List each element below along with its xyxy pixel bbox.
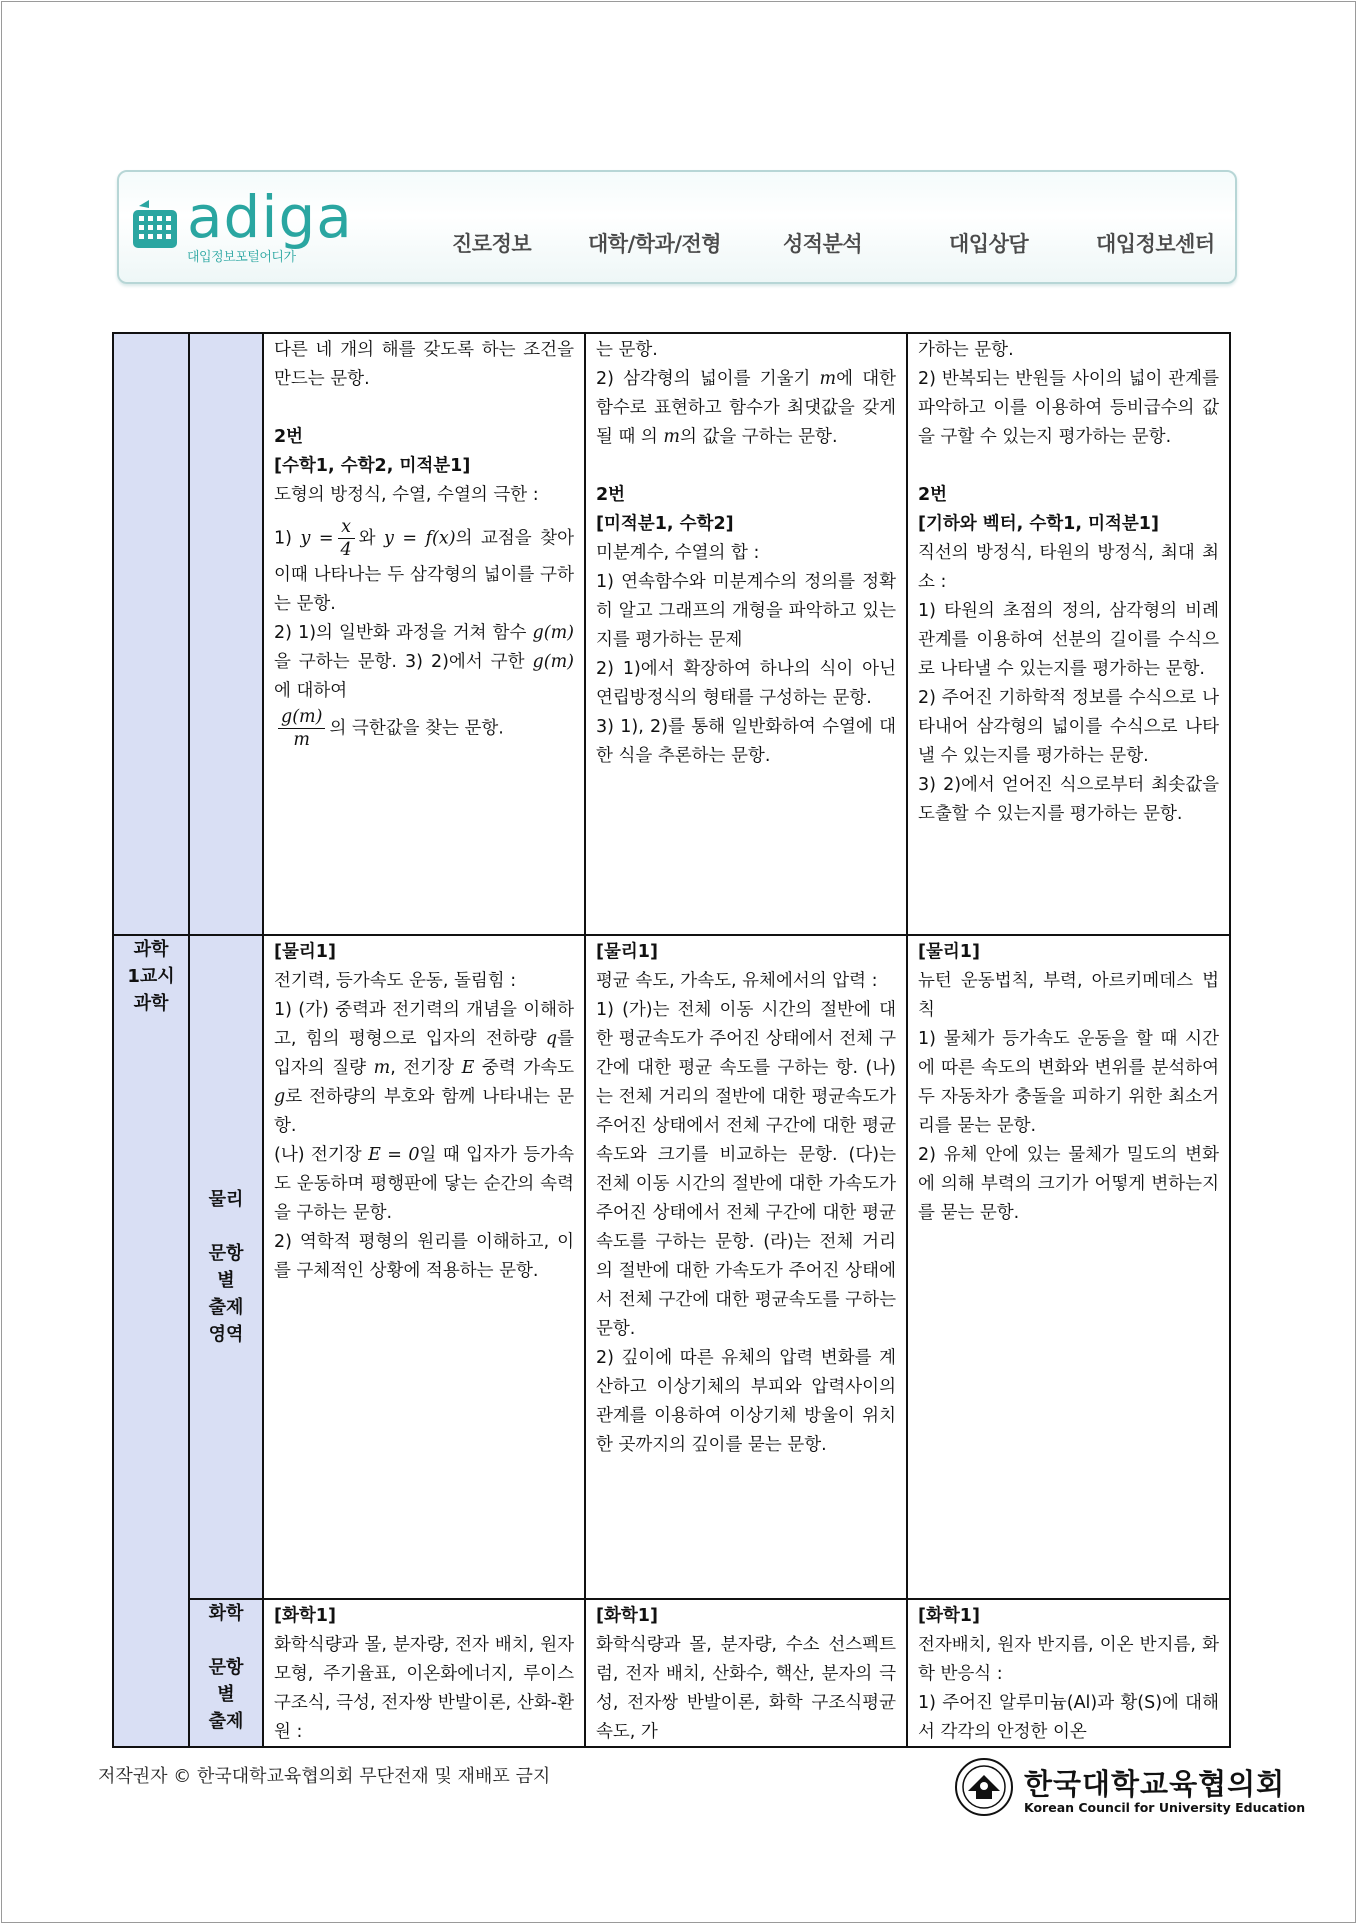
- nav-grade-analysis[interactable]: 성적분석: [783, 232, 863, 256]
- subject-tag: [물리1]: [918, 942, 980, 962]
- building-icon: [131, 198, 179, 252]
- organization-name: 한국대학교육협의회: [1024, 1767, 1286, 1801]
- question-number: 2번: [274, 427, 304, 447]
- physics-label: 물리 문항 별 출제 영역: [208, 1189, 244, 1345]
- subject-list: [미적분1, 수학2]: [596, 514, 734, 534]
- chemistry-label-cell: [189, 1599, 263, 1747]
- item-2-cont: $\frac{g(m)}{m}$ 의 극한값을 찾는 문항.: [274, 706, 574, 751]
- nav-university-admissions[interactable]: 대학/학과/전형: [588, 232, 722, 256]
- math-col3-cell: [907, 333, 1230, 935]
- topic-text: 직선의 방정식, 타원의 방정식, 최대 최소 :: [918, 543, 1219, 592]
- chemistry-col3-cell: [907, 1599, 1230, 1747]
- item-1: 1) (가) 중력과 전기력의 개념을 이해하고, 힘의 평형으로 입자의 전하량 q를 입자의 질량 m, 전기장 E 중력 가속도 g로 전하량의 부호와 함께 나타내는 문항.: [274, 1000, 575, 1136]
- item-1-b: (나) 전기장 E = 0일 때 입자가 등가속도 운동하며 평행판에 닿는 순간의 속력을 구하는 문항.: [274, 1145, 574, 1223]
- question-number: 2번: [918, 485, 948, 505]
- math-col1-cell: [263, 333, 585, 935]
- physics-col1-cell: [263, 935, 585, 1599]
- topic-text: 뉴턴 운동법칙, 부력, 아르키메데스 법칙: [918, 971, 1219, 1020]
- question-number: 2번: [596, 485, 626, 505]
- subcategory-cell: [189, 333, 263, 935]
- item-1: 1) 연속함수와 미분계수의 정의를 정확히 알고 그래프의 개형을 파악하고 있는지를 평가하는 문제: [596, 572, 896, 650]
- chemistry-col2-cell: [585, 1599, 907, 1747]
- nav-admission-center[interactable]: 대입정보센터: [1096, 232, 1215, 256]
- topic-text: 화학식량과 몰, 분자량, 전자 배치, 원자모형, 주기율표, 이온화에너지, 루이스구조식, 극성, 전자쌍 반발이론, 산화-환원 :: [274, 1635, 574, 1742]
- physics-col3-cell: [907, 935, 1230, 1599]
- item-1: 1) 타원의 초점의 정의, 삼각형의 비례관계를 이용하여 선분의 길이를 수식으로 나타낼 수 있는지를 평가하는 문항.: [918, 601, 1219, 679]
- item-3: 3) 2)에서 얻어진 식으로부터 최솟값을 도출할 수 있는지를 평가하는 문항.: [918, 775, 1219, 824]
- subject-tag: [화학1]: [274, 1606, 336, 1626]
- table-row: [113, 333, 1230, 935]
- kcue-seal-icon: [954, 1757, 1014, 1817]
- physics-col2-cell: [585, 935, 907, 1599]
- science-section-label-cell: [113, 935, 189, 1747]
- item-3: 3) 1), 2)를 통해 일반화하여 수열에 대한 식을 추론하는 문항.: [596, 717, 896, 766]
- adiga-logo[interactable]: [131, 183, 361, 272]
- subject-tag: [화학1]: [596, 1606, 658, 1626]
- topic-text: 평균 속도, 가속도, 유체에서의 압력 :: [596, 971, 878, 991]
- organization-english-name: Korean Council for University Education: [1024, 1800, 1306, 1815]
- physics-label-cell: [189, 935, 263, 1599]
- item-2: 2) 역학적 평형의 원리를 이해하고, 이를 구체적인 상황에 적용하는 문항.: [274, 1232, 574, 1281]
- item-2: 2) 1)의 일반화 과정을 거쳐 함수 g(m)을 구하는 문항. 3) 2)에서 구한 g(m)에 대하여: [274, 623, 574, 701]
- science-section-label: 과학 1교시 과학: [127, 939, 175, 1014]
- item-1: 1) y = $\frac{x}{4}$ 와 y = f(x)의 교점을 찾아 이때 나타나는 두 삼각형의 넓이를 구하는 문항.: [274, 517, 574, 614]
- cell-text: 가하는 문항.: [918, 340, 1014, 360]
- logo-wordmark: adiga: [187, 183, 353, 251]
- item-2: 2) 주어진 기하학적 정보를 수식으로 나타내어 삼각형의 넓이를 수식으로 나타낼 수 있는지를 평가하는 문항.: [918, 688, 1219, 766]
- subject-tag: [화학1]: [918, 1606, 980, 1626]
- cell-text: 다른 네 개의 해를 갖도록 하는 조건을 만드는 문항.: [274, 340, 574, 389]
- item-2: 2) 깊이에 따른 유체의 압력 변화를 계산하고 이상기체의 부피와 압력사이의 관계를 이용하여 이상기체 방울이 위치한 곳까지의 깊이를 묻는 문항.: [596, 1348, 896, 1455]
- subject-tag: [물리1]: [596, 942, 658, 962]
- item-1: 1) (가)는 전체 이동 시간의 절반에 대한 평균속도가 주어진 상태에서 전체 구간에 대한 평균 속도를 구하는 항. (나)는 전체 거리의 절반에 대한 평균속도가 주어진 상태에서 전체 구간에 대한 평균속도와 크기를 비교하는 문항. (다)는 전체 이동 시간의 절반에 대한 가속도가 주어진 상태에서 전체 구간에 대한 평균 속도를 구하는 문항. (라)는 전체 거리의 절반에 대한 가속도가 주어진 상태에서 전체 구간에 대한 평균속도를 구하는 문항.: [596, 1000, 896, 1339]
- topic-text: 전기력, 등가속도 운동, 돌림힘 :: [274, 971, 517, 991]
- topic-text: 화학식량과 몰, 분자량, 수소 선스펙트럼, 전자 배치, 산화수, 핵산, 분자의 극 성, 전자쌍 반발이론, 화학 구조식평균 속도, 가: [596, 1635, 896, 1742]
- math-col2-cell: [585, 333, 907, 935]
- exam-content-table: [112, 332, 1231, 1748]
- cell-text: 는 문항.: [596, 340, 658, 360]
- copyright-notice: 저작권자 © 한국대학교육협의회 무단전재 및 재배포 금지: [98, 1766, 551, 1787]
- topic-text: 전자배치, 원자 반지름, 이온 반지름, 화학 반응식 :: [918, 1635, 1219, 1684]
- chemistry-col1-cell: [263, 1599, 585, 1747]
- table-row: [113, 935, 1230, 1599]
- category-cell: [113, 333, 189, 935]
- topic-text: 미분계수, 수열의 합 :: [596, 543, 760, 563]
- nav-career-info[interactable]: 진로정보: [452, 232, 532, 256]
- item-2: 2) 삼각형의 넓이를 기울기 m에 대한 함수로 표현하고 함수가 최댓값을 갖게 될 때 의 m의 값을 구하는 문항.: [596, 369, 897, 447]
- header-banner: [117, 170, 1237, 284]
- subject-list: [수학1, 수학2, 미적분1]: [274, 456, 471, 476]
- table-row: [113, 1599, 1230, 1747]
- subject-list: [기하와 벡터, 수학1, 미적분1]: [918, 514, 1159, 534]
- item-2: 2) 1)에서 확장하여 하나의 식이 아닌 연립방정식의 형태를 구성하는 문항.: [596, 659, 896, 708]
- item-1: 1) 주어진 알루미늄(Al)과 황(S)에 대해서 각각의 안정한 이온: [918, 1693, 1219, 1742]
- item-1: 1) 물체가 등가속도 운동을 할 때 시간에 따른 속도의 변화와 변위를 분석하여 두 자동차가 충돌을 피하기 위한 최소거리를 묻는 문항.: [918, 1029, 1219, 1136]
- chemistry-label: 화학 문항 별 출제: [208, 1603, 244, 1732]
- topic-text: 도형의 방정식, 수열, 수열의 극한 :: [274, 485, 539, 505]
- nav-admission-counseling[interactable]: 대입상담: [949, 232, 1029, 256]
- subject-tag: [물리1]: [274, 942, 336, 962]
- logo-subtitle: 대입정보포털어디가: [187, 250, 296, 265]
- item-2: 2) 유체 안에 있는 물체가 밀도의 변화에 의해 부력의 크기가 어떻게 변하는지를 묻는 문항.: [918, 1145, 1219, 1223]
- item-2: 2) 반복되는 반원들 사이의 넓이 관계를 파악하고 이를 이용하여 등비급수의 값을 구할 수 있는지 평가하는 문항.: [918, 369, 1219, 447]
